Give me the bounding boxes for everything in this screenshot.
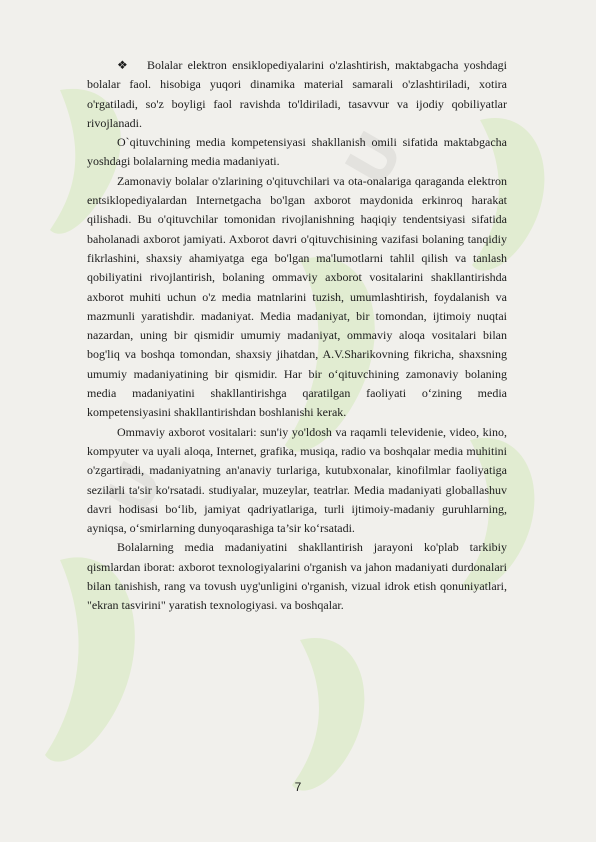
paragraph-1 bbox=[87, 56, 507, 133]
svg-text:U: U bbox=[332, 120, 418, 198]
paragraph-2: O`qituvchining media kompetensiyasi shakllanish omili sifatida maktabgacha yoshdagi bolalarning media madaniyati. bbox=[87, 135, 507, 169]
bullet-icon: ❖ bbox=[117, 58, 128, 72]
page-number: 7 bbox=[294, 780, 302, 794]
body-text bbox=[87, 56, 507, 616]
paragraph-1-text: Bolalar elektron ensiklopediyalarini o'zlashtirish, maktabgacha yoshdagi bolalar faol. hisobiga yuqori dinamika material samarali o'zlashtiriladi, xotira o'rgatiladi, so'z boyligi faol ravishda to'ldiriladi, tasavvur va ijodiy qobiliyatlar rivojlanadi. bbox=[87, 58, 507, 130]
paragraph-4: Ommaviy axborot vositalari: sun'iy yo'ldosh va raqamli televidenie, video, kino, kompyuter va uyali aloqa, Internet, grafika, musiqa, radio va boshqalar media muhitini o'zgartiradi, madaniyatning an'anaviy turlariga, kutubxonalar, kinofilmlar faoliyatiga sezilarli ta'sir ko'rsatadi. studiyalar, muzeylar, teatrlar. Media madaniyati globallashuv davri hodisasi bo‘lib, jamiyat qadriyatlariga, turli ijtimoiy-madaniy guruhlarning, ayniqsa, o‘smirlarning dunyoqarashiga ta’sir ko‘rsatadi. bbox=[87, 424, 507, 536]
svg-text:U: U bbox=[92, 450, 178, 528]
paragraph-3: Zamonaviy bolalar o'zlarining o'qituvchilari va ota-onalariga qaraganda elektron entsiklopediyalardan Internetgacha bo'lgan axborot maydonida erkinroq harakat qilishadi. Bu o'qituvchilar tomonidan rivojlanishning haqiqiy tendentsiyasi sifatida baholanadi axborot jamiyati. Axborot davri o'qituvchisining vazifasi bolaning tanqidiy fikrlashini, shaxsiy ahamiyatga ega bo'lgan ma'lumotlarni tahlil qilish va tanlash qobiliyatini rivojlantirish, bolaning ommaviy axborot vositalarini shakllantirishda axborot muhiti uchun o'z media matnlarini tuzish, umumlashtirish, foydalanish va mazmunli yaratishdir. madaniyat. Media madaniyat, bir tomondan, ijtimoiy nuqtai nazardan, uning bir qismidir umumiy madaniyat, ommaviy aloqa vositalari bilan bog'liq va boshqa tomondan, shaxsiy jihatdan, A.V.Sharikovning fikricha, shaxsning umumiy madaniyatining bir qismidir. Har bir o‘qituvchining zamonaviy bolaning media madaniyatini shakllantirishga qaratilgan faoliyati o‘zining media kompetensiyasini shakllantirishdan boshlanishi kerak. bbox=[87, 173, 507, 420]
paragraph-5: Bolalarning media madaniyatini shakllantirish jarayoni ko'plab tarkibiy qismlardan iborat: axborot texnologiyalarini o'rganish va jahon madaniyati durdonalari bilan tanishish, rang va tovush uyg'unligini o'rganish, vizual idrok etish qonuniyatlari, "ekran tasvirini" yaratish texnologiyasi. va boshqalar. bbox=[87, 540, 507, 613]
